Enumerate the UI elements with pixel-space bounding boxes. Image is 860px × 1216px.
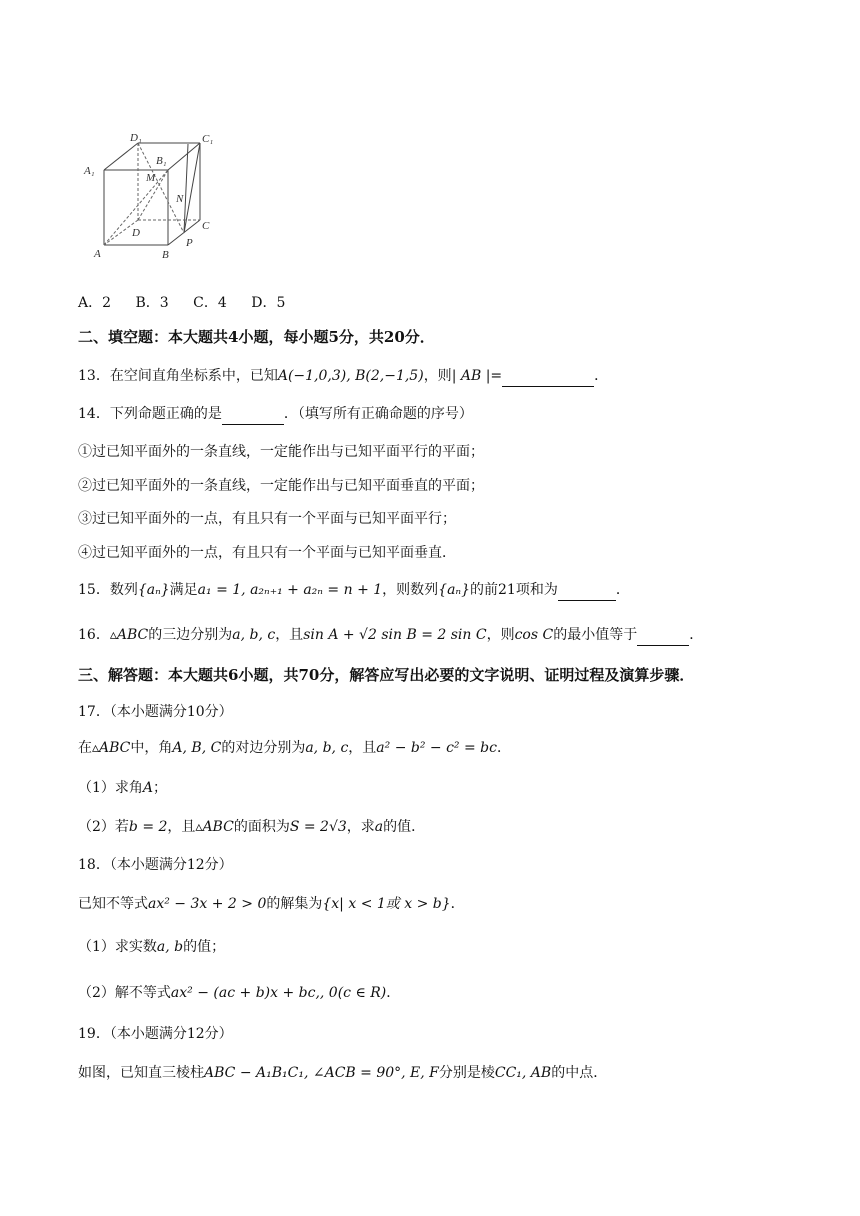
choice-c[interactable]: C．4 bbox=[193, 295, 227, 311]
label-N: N bbox=[176, 193, 184, 205]
q18-stem-a: 已知不等式 bbox=[78, 896, 148, 912]
q15-mid2: ，则数列 bbox=[382, 582, 439, 598]
choice-a[interactable]: A．2 bbox=[78, 295, 112, 311]
q17-stem-c: 的对边分别为 bbox=[221, 740, 306, 756]
q17-p2-a: （2）若 bbox=[78, 819, 129, 835]
label-A1: A₁ bbox=[84, 165, 95, 177]
q15-suffix: 的前21项和为 bbox=[470, 582, 558, 598]
q14-item-2: ②过已知平面外的一条直线，一定能作出与已知平面垂直的平面； bbox=[78, 478, 484, 494]
q16-suffix: 的最小值等于 bbox=[553, 627, 638, 643]
q14-answer-blank[interactable] bbox=[222, 404, 284, 425]
q18-part1 bbox=[78, 937, 225, 957]
q13-points: A(−1,0,3), B(2,−1,5) bbox=[277, 368, 424, 384]
label-C: C bbox=[202, 220, 210, 232]
q15 bbox=[78, 580, 630, 601]
q15-prefix: 15．数列 bbox=[78, 582, 138, 598]
cube-diagram bbox=[78, 130, 218, 266]
label-P: P bbox=[186, 237, 193, 249]
q13-prefix: 13．在空间直角坐标系中，已知 bbox=[78, 368, 278, 384]
q17-part2 bbox=[78, 817, 425, 837]
q13-mid: ，则 bbox=[423, 368, 452, 384]
q15-mid1: 满足 bbox=[169, 582, 198, 598]
q15-seq2: {aₙ} bbox=[438, 582, 470, 598]
choice-d[interactable]: D．5 bbox=[251, 295, 286, 311]
q13-answer-blank[interactable] bbox=[502, 366, 594, 387]
q12-choices bbox=[78, 293, 305, 313]
q16-triangle: ▵ABC bbox=[109, 627, 149, 643]
q18-stem-c: ． bbox=[450, 896, 465, 912]
q18-header: 18．（本小题满分12分） bbox=[78, 857, 233, 873]
q16-end: ． bbox=[689, 627, 704, 643]
q19-stem-a: 如图，已知直三棱柱 bbox=[78, 1065, 204, 1081]
q17-stem-b: 中，角 bbox=[130, 740, 173, 756]
q14-prefix: 14．下列命题正确的是 bbox=[78, 406, 222, 422]
q15-cond: a₁ = 1, a₂ₙ₊₁ + a₂ₙ = n + 1 bbox=[197, 582, 383, 598]
q19-stem-b: 分别是棱 bbox=[438, 1065, 495, 1081]
q17-angles: A, B, C bbox=[172, 740, 222, 756]
q17-p1-var: A bbox=[142, 780, 154, 796]
q17-p1-a: （1）求角 bbox=[78, 780, 143, 796]
q15-seq: {aₙ} bbox=[137, 582, 170, 598]
q14-item-1: ①过已知平面外的一条直线，一定能作出与已知平面平行的平面； bbox=[78, 444, 484, 460]
q18-solution-set: {x| x < 1或 x > b} bbox=[322, 896, 451, 912]
q17-triangle: ▵ABC bbox=[92, 740, 131, 756]
q17-p2-triangle: ▵ABC bbox=[195, 819, 234, 835]
q19-stem bbox=[78, 1063, 607, 1083]
q17-p1-b: ； bbox=[153, 780, 168, 796]
label-C1: C₁ bbox=[202, 133, 214, 145]
q18-p2-inequality: ax² − (ac + b)x + bc,, 0(c ∈ R) bbox=[170, 985, 387, 1001]
q18-p1-a: （1）求实数 bbox=[78, 939, 157, 955]
q17-header: 17．（本小题满分10分） bbox=[78, 704, 233, 720]
q14-suffix: ．（填写所有正确命题的序号） bbox=[283, 406, 473, 422]
section2-title: 二、填空题：本大题共4小题，每小题5分，共20分． bbox=[78, 328, 435, 346]
q18-part2 bbox=[78, 983, 400, 1003]
q19-stem-c: 的中点． bbox=[551, 1065, 608, 1081]
q14-item-3: ③过已知平面外的一点，有且只有一个平面与已知平面平行； bbox=[78, 511, 456, 527]
label-D: D bbox=[132, 227, 140, 239]
q17-p2-area: S = 2√3 bbox=[289, 819, 347, 835]
q17-sides: a, b, c bbox=[305, 740, 349, 756]
q17-p2-e: 的值． bbox=[383, 819, 426, 835]
section3-title: 三、解答题：本大题共6小题，共70分，解答应写出必要的文字说明、证明过程及演算步骤． bbox=[78, 666, 695, 684]
q17-p2-d: ，求 bbox=[346, 819, 375, 835]
q18-p1-b: 的值； bbox=[183, 939, 226, 955]
q16-prefix: 16． bbox=[78, 627, 110, 643]
q16-mid1: 的三边分别为 bbox=[148, 627, 233, 643]
q17-stem-d: ，且 bbox=[348, 740, 377, 756]
q14-item-4: ④过已知平面外的一点，有且只有一个平面与已知平面垂直． bbox=[78, 545, 456, 561]
q17-p2-c: 的面积为 bbox=[233, 819, 290, 835]
q18-p1-vars: a, b bbox=[156, 939, 184, 955]
q19-edges: CC₁, AB bbox=[494, 1065, 552, 1081]
q17-p2-eq: b = 2 bbox=[128, 819, 168, 835]
q13-end: ． bbox=[594, 368, 609, 384]
q13-ab: | AB |= bbox=[451, 368, 503, 384]
q19-prism: ABC − A₁B₁C₁, ∠ACB = 90°, E, F bbox=[204, 1065, 439, 1081]
q17-p2-b: ，且 bbox=[167, 819, 196, 835]
q18-stem-b: 的解集为 bbox=[266, 896, 323, 912]
q13 bbox=[78, 366, 608, 387]
label-B: B bbox=[162, 249, 169, 261]
q17-stem bbox=[78, 738, 511, 758]
q16-equation: sin A + √2 sin B = 2 sin C bbox=[303, 627, 487, 643]
q18-inequality: ax² − 3x + 2 > 0 bbox=[148, 896, 267, 912]
q14 bbox=[78, 404, 473, 425]
q17-stem-e: ． bbox=[496, 740, 511, 756]
q15-end: ． bbox=[615, 582, 630, 598]
q17-part1 bbox=[78, 778, 167, 798]
q16-mid2: ，且 bbox=[275, 627, 304, 643]
label-B1: B₁ bbox=[156, 155, 167, 167]
q18-stem bbox=[78, 894, 465, 914]
q17-p2-var: a bbox=[374, 819, 384, 835]
q17-equation: a² − b² − c² = bc bbox=[376, 740, 497, 756]
cube-figure bbox=[78, 130, 218, 266]
q18-p2-b: ． bbox=[386, 985, 401, 1001]
q16-answer-blank[interactable] bbox=[637, 625, 689, 646]
q19-header: 19．（本小题满分12分） bbox=[78, 1026, 233, 1042]
q16 bbox=[78, 625, 703, 646]
q16-sides: a, b, c bbox=[232, 627, 276, 643]
q17-stem-a: 在 bbox=[78, 740, 92, 756]
q16-mid3: ，则 bbox=[486, 627, 515, 643]
q18-p2-a: （2）解不等式 bbox=[78, 985, 171, 1001]
q16-cos: cos C bbox=[514, 627, 554, 643]
label-D1: D₁ bbox=[130, 132, 142, 144]
choice-b[interactable]: B．3 bbox=[135, 295, 169, 311]
q15-answer-blank[interactable] bbox=[558, 580, 616, 601]
label-M: M bbox=[146, 172, 156, 184]
label-A: A bbox=[94, 248, 101, 260]
